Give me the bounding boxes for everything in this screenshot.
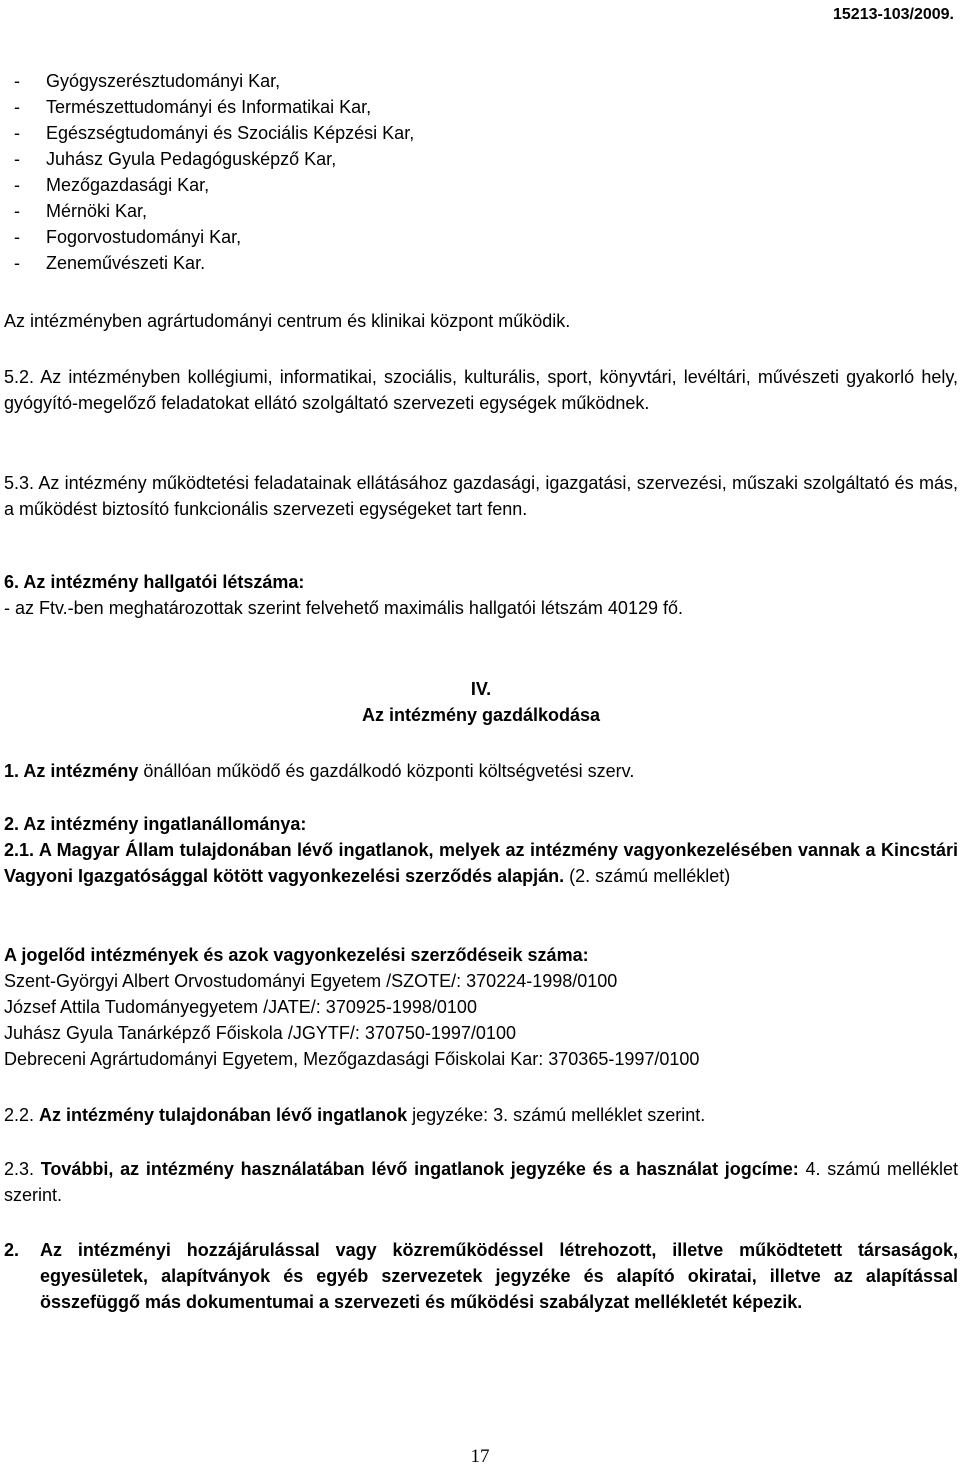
list-item: - Zeneművészeti Kar. bbox=[14, 253, 206, 273]
paragraph-2-2-num: 2.2. bbox=[4, 1105, 40, 1125]
paragraph-2-2 bbox=[4, 1102, 958, 1128]
paragraph-2-b-num: 2. bbox=[4, 1240, 20, 1260]
paragraph-2-1 bbox=[4, 837, 958, 889]
predecessor-item: Szent-Györgyi Albert Orvostudományi Egyetem /SZOTE/: 370224-1998/0100 bbox=[4, 971, 618, 991]
chapter-title: Az intézmény gazdálkodása bbox=[361, 705, 601, 725]
paragraph-2-2-text: jegyzéke: 3. számú melléklet szerint. bbox=[407, 1105, 706, 1125]
document-id: 15213-103/2009. bbox=[833, 6, 954, 23]
section-6-text: - az Ftv.-ben meghatározottak szerint felvehető maximális hallgatói létszám 40129 fő. bbox=[4, 598, 683, 618]
section-1 bbox=[4, 758, 958, 784]
predecessor-item: Juhász Gyula Tanárképző Főiskola /JGYTF/: 370750-1997/0100 bbox=[4, 1023, 516, 1043]
paragraph-5-3: 5.3. Az intézmény működtetési feladatainak ellátásához gazdasági, igazgatási, szervezési, műszaki szolgáltató és más, a működést biztosító funkcionális szervezeti egységeket tart fenn. bbox=[4, 473, 958, 519]
paragraph-2-3-num: 2.3. bbox=[4, 1159, 41, 1179]
section-1-label: 1. Az intézmény bbox=[4, 761, 139, 781]
section-6-heading: 6. Az intézmény hallgatói létszáma: bbox=[4, 572, 305, 592]
list-item: - Mezőgazdasági Kar, bbox=[14, 175, 210, 195]
faculty-list bbox=[10, 68, 414, 276]
paragraph-2-1-bold: 2.1. A Magyar Állam tulajdonában lévő ingatlanok, melyek az intézmény vagyonkezelésében vannak a Kincstári Vagyoni Igazgatósággal kötött vagyonkezelési szerződés alapján. bbox=[4, 840, 958, 886]
section-1-text: önállóan működő és gazdálkodó központi költségvetési szerv. bbox=[138, 761, 635, 781]
chapter-number: IV. bbox=[470, 679, 492, 699]
list-item: - Természettudományi és Informatikai Kar, bbox=[14, 97, 372, 117]
paragraph-5-2: 5.2. Az intézményben kollégiumi, informatikai, szociális, kulturális, sport, könyvtári, levéltári, művészeti gyakorló hely, gyógyító-megelőző feladatokat ellátó szolgáltató szervezeti egységek működnek. bbox=[4, 367, 958, 413]
predecessor-item: Debreceni Agrártudományi Egyetem, Mezőgazdasági Főiskolai Kar: 370365-1997/0100 bbox=[4, 1049, 700, 1069]
paragraph-2-2-bold: Az intézmény tulajdonában lévő ingatlanok bbox=[39, 1105, 408, 1125]
paragraph-2-3-text: 4. számú melléklet szerint. bbox=[4, 1159, 958, 1205]
paragraph-2-3 bbox=[4, 1156, 958, 1208]
section-2-heading: 2. Az intézmény ingatlanállománya: bbox=[4, 814, 307, 834]
paragraph-centrum: Az intézményben agrártudományi centrum és klinikai központ működik. bbox=[4, 311, 571, 331]
paragraph-2-b bbox=[4, 1237, 958, 1315]
predecessor-item: József Attila Tudományegyetem /JATE/: 370925-1998/0100 bbox=[4, 997, 477, 1017]
list-item: - Fogorvostudományi Kar, bbox=[14, 227, 242, 247]
paragraph-2-b-text: Az intézményi hozzájárulással vagy közreműködéssel létrehozott, illetve működtetett társaságok, egyesületek, alapítványok és egyéb szervezetek jegyzéke és alapító okiratai, illetve az alapítással összefüggő más dokumentumai a szervezeti és működési szabályzat mellékletét képezik. bbox=[40, 1240, 958, 1312]
predecessors-heading: A jogelőd intézmények és azok vagyonkezelési szerződéseik száma: bbox=[4, 945, 589, 965]
list-item: - Mérnöki Kar, bbox=[14, 201, 148, 221]
list-item: - Juhász Gyula Pedagógusképző Kar, bbox=[14, 149, 337, 169]
paragraph-2-3-bold: További, az intézmény használatában lévő ingatlanok jegyzéke és a használat jogcíme: bbox=[40, 1159, 799, 1179]
list-item: - Egészségtudományi és Szociális Képzési Kar, bbox=[14, 123, 415, 143]
page-number: 17 bbox=[470, 1446, 490, 1467]
list-item: - Gyógyszerésztudományi Kar, bbox=[14, 71, 281, 91]
paragraph-2-1-text: (2. számú melléklet) bbox=[564, 866, 731, 886]
